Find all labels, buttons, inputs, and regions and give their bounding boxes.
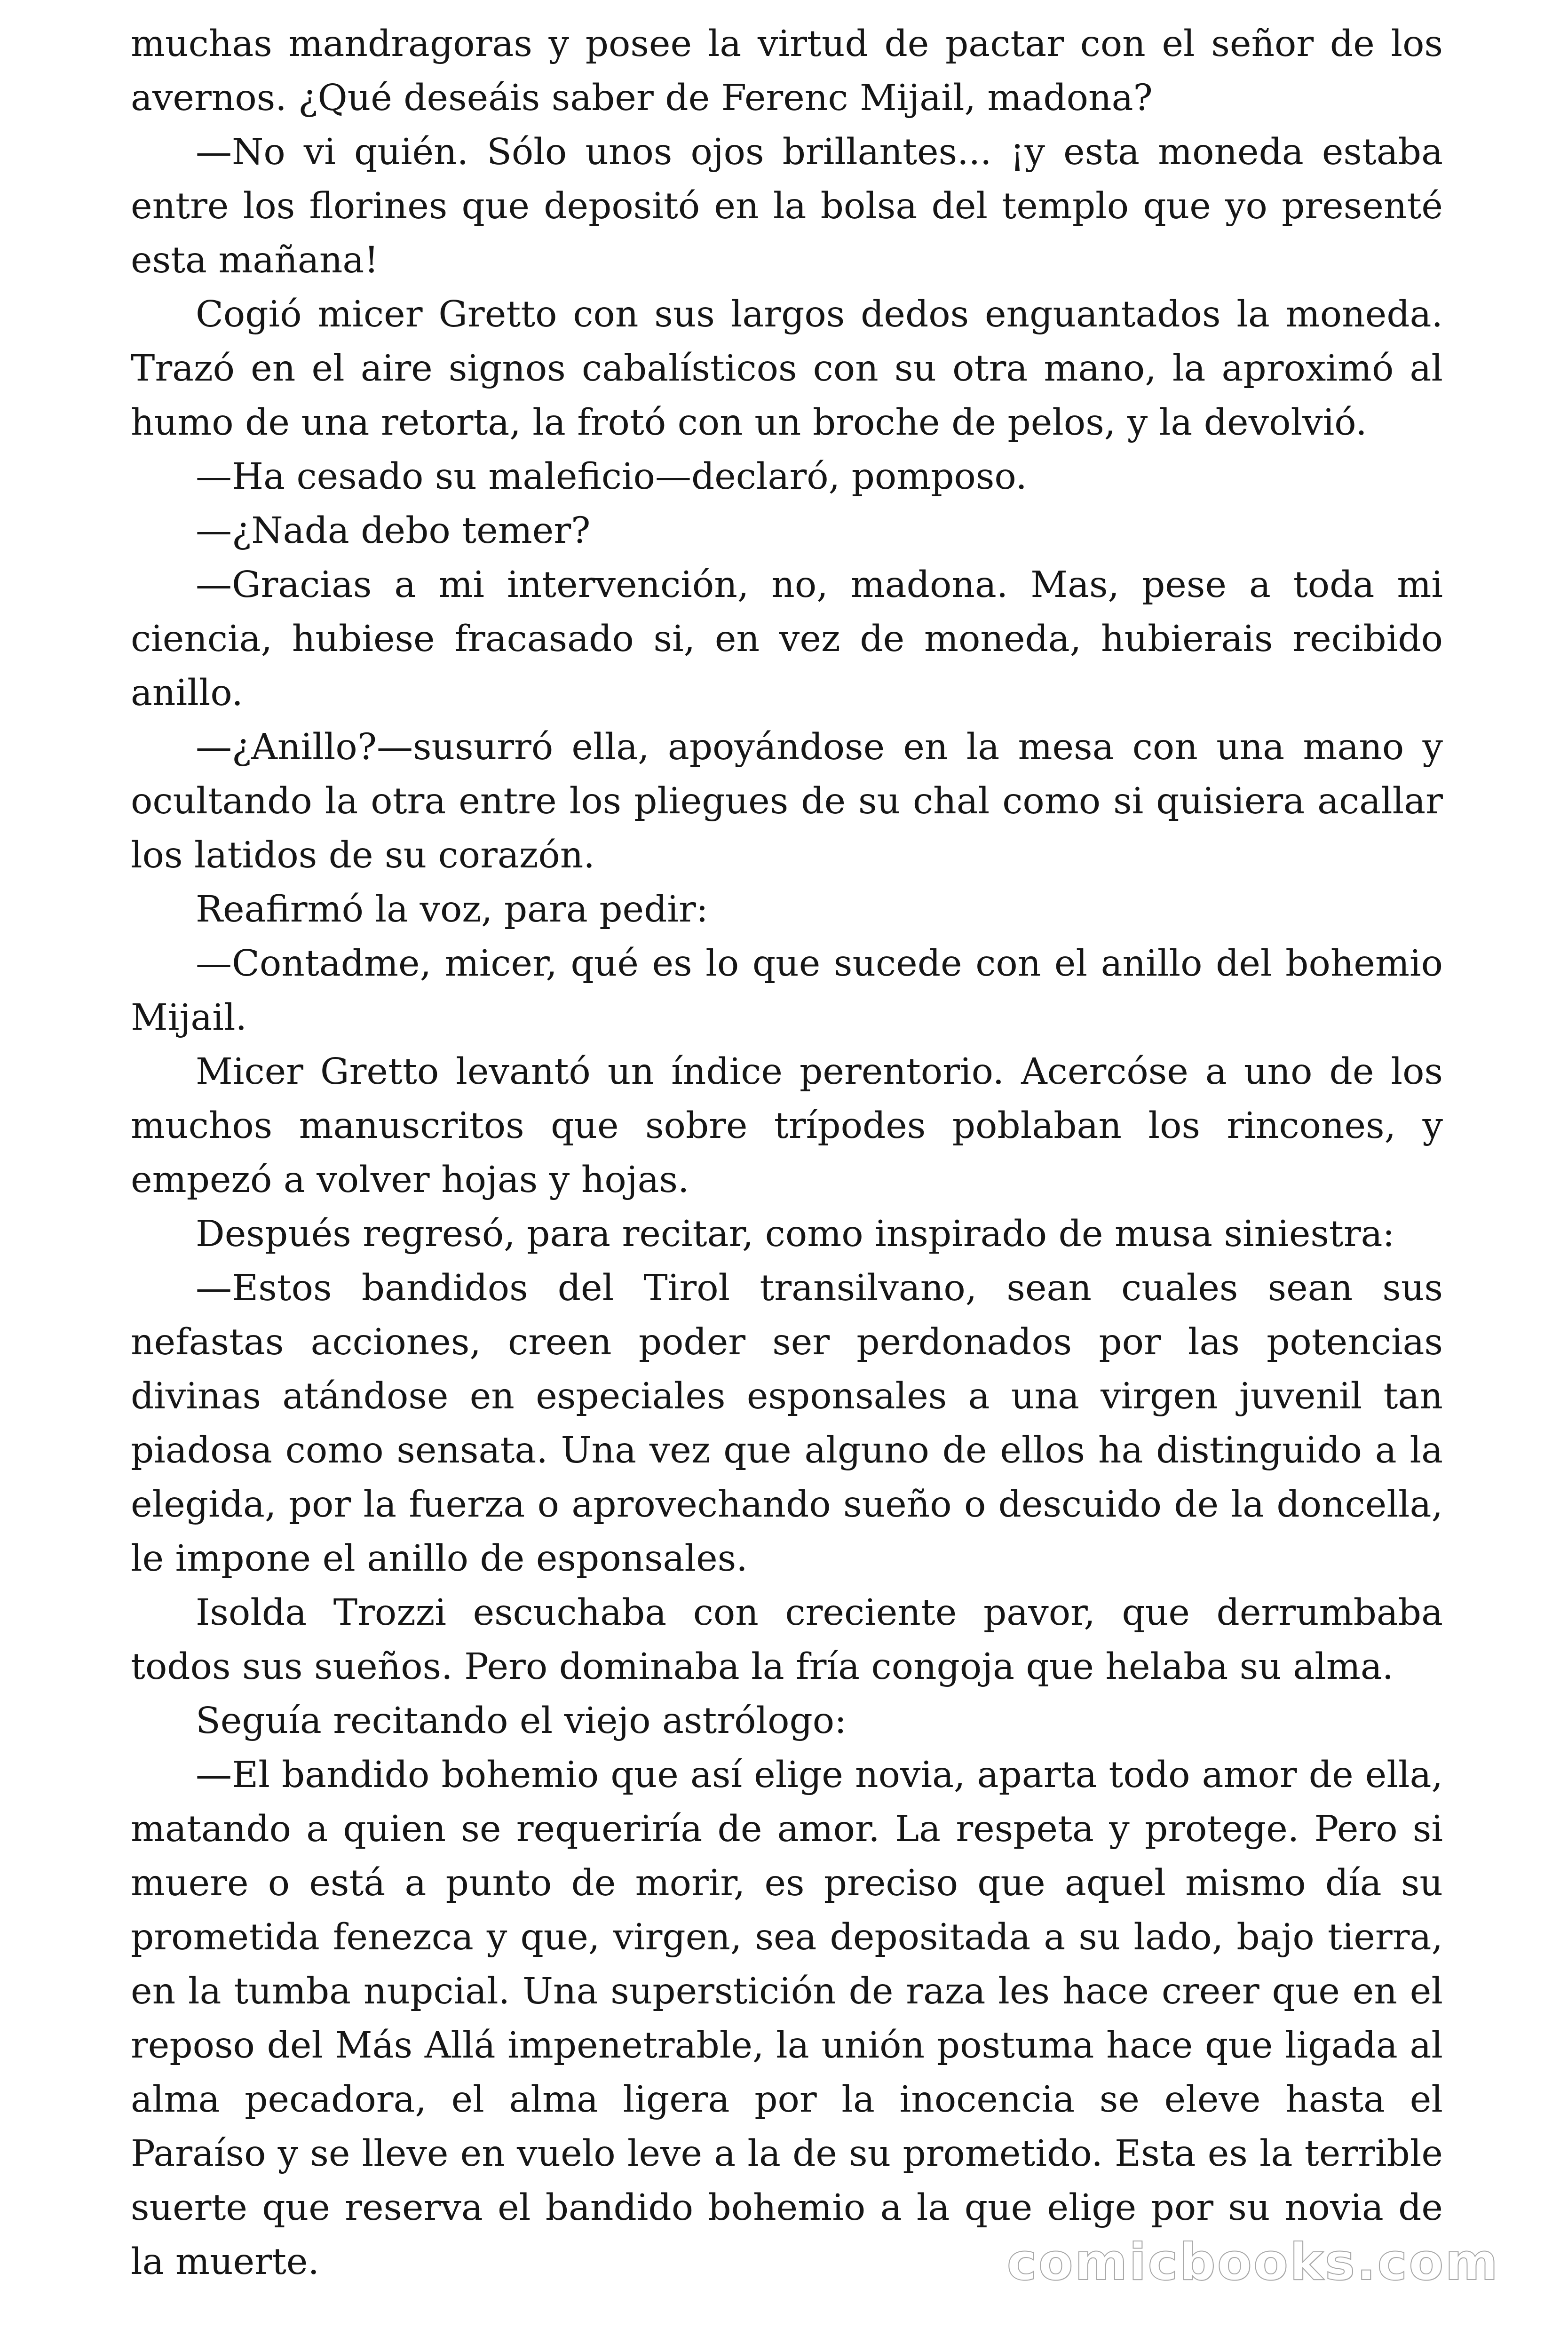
paragraph-narration: Micer Gretto levantó un índice perentorio. Acercóse a uno de los muchos manuscritos que sobre trípodes poblaban los rincones, y empezó a volver hojas y hojas. [131,1051,1443,1201]
paragraph-narration: Después regresó, para recitar, como inspirado de musa siniestra: [196,1213,1395,1255]
paragraph-narration: Reafirmó la voz, para pedir: [196,889,708,930]
paragraph-dialogue: —Estos bandidos del Tirol transilvano, sean cuales sean sus nefastas acciones, creen poder ser perdonados por las potencias divinas atándose en especiales esponsales a una virgen juvenil tan piadosa como sensata. Una vez que alguno de ellos ha distinguido a la elegida, por la fuerza o aprovechando sueño o descuido de la doncella, le impone el anillo de esponsales. [131,1267,1443,1580]
paragraph-dialogue: —¿Nada debo temer? [196,510,591,552]
paragraph-dialogue: —No vi quién. Sólo unos ojos brillantes... ¡y esta moneda estaba entre los florines que depositó en la bolsa del templo que yo presenté esta mañana! [131,131,1443,281]
paragraph-dialogue: —Gracias a mi intervención, no, madona. Mas, pese a toda mi ciencia, hubiese fracasado si, en vez de moneda, hubierais recibido anillo. [131,564,1443,714]
paragraph-continuation: muchas mandragoras y posee la virtud de pactar con el señor de los avernos. ¿Qué deseáis saber de Ferenc Mijail, madona? [131,23,1443,119]
paragraph-dialogue: —¿Anillo?—susurró ella, apoyándose en la mesa con una mano y ocultando la otra entre los pliegues de su chal como si quisiera acallar los latidos de su corazón. [131,726,1443,876]
paragraph-dialogue: —Contadme, micer, qué es lo que sucede con el anillo del bohemio Mijail. [131,943,1443,1039]
book-page-text [131,17,1443,2289]
paragraph-narration: Isolda Trozzi escuchaba con creciente pavor, que derrumbaba todos sus sueños. Pero dominaba la fría congoja que helaba su alma. [131,1592,1443,1688]
watermark: comicbooks.com [1006,2233,1499,2292]
paragraph-narration: Seguía recitando el viejo astrólogo: [196,1700,847,1742]
paragraph-dialogue: —El bandido bohemio que así elige novia, aparta todo amor de ella, matando a quien se requeriría de amor. La respeta y protege. Pero si muere o está a punto de morir, es preciso que aquel mismo día su prometida fenezca y que, virgen, sea depositada a su lado, bajo tierra, en la tumba nupcial. Una superstición de raza les hace creer que en el reposo del Más Allá impenetrable, la unión postuma hace que ligada al alma pecadora, el alma ligera por la inocencia se eleve hasta el Paraíso y se lleve en vuelo leve a la de su prometido. Esta es la terrible suerte que reserva el bandido bohemio a la que elige por su novia de la muerte. [131,1754,1443,2283]
paragraph-dialogue: —Ha cesado su maleficio—declaró, pomposo. [196,456,1027,498]
paragraph-narration: Cogió micer Gretto con sus largos dedos enguantados la moneda. Trazó en el aire signos cabalísticos con su otra mano, la aproximó al humo de una retorta, la frotó con un broche de pelos, y la devolvió. [131,294,1443,444]
